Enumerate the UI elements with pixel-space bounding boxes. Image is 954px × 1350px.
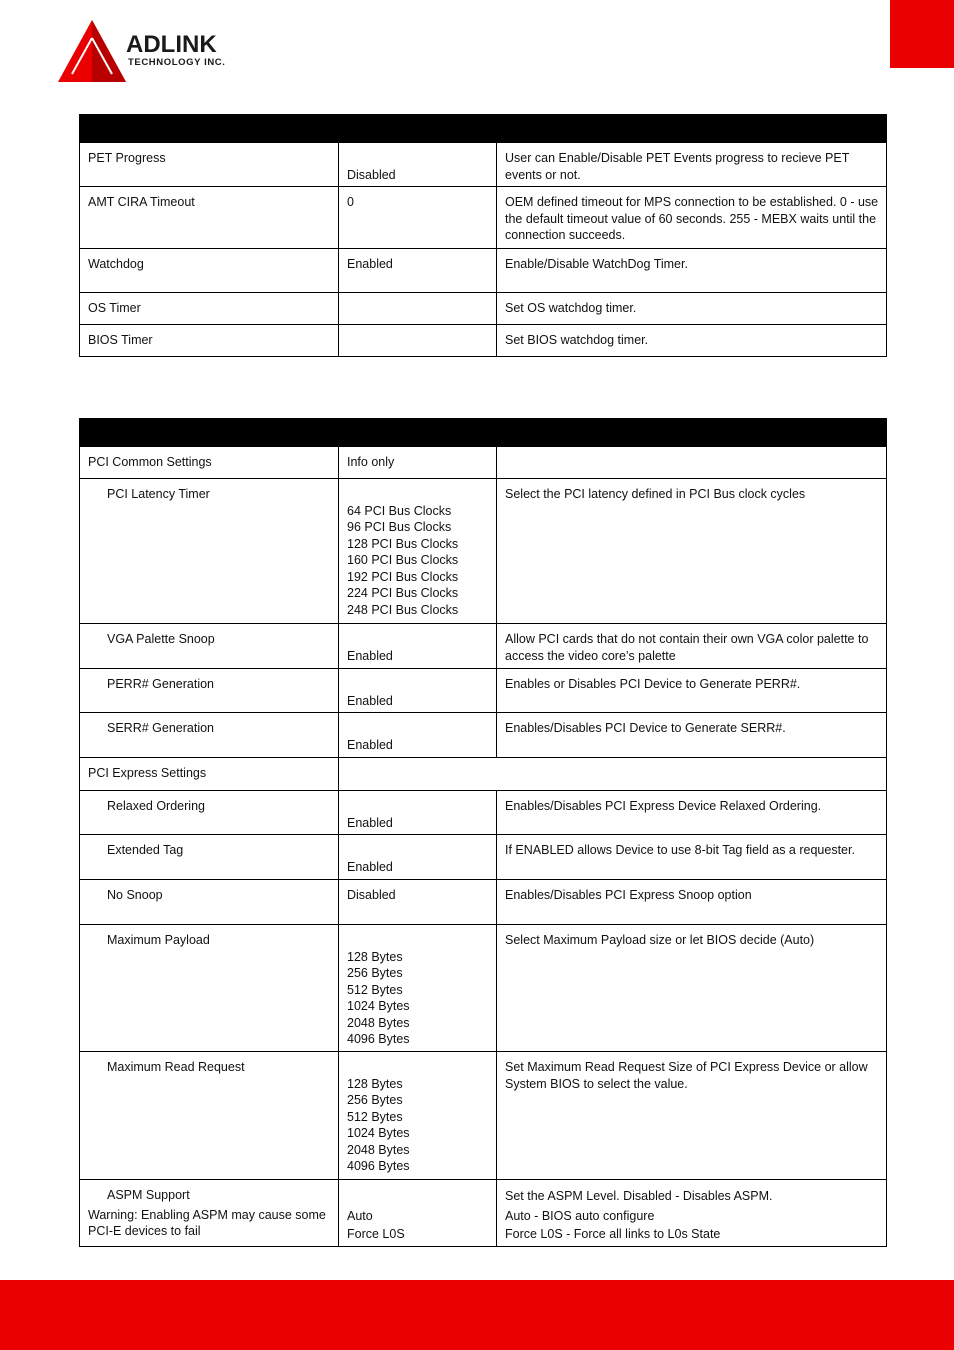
brand-subtitle: TECHNOLOGY INC. [128,57,226,68]
setting-option: Enabled [347,693,393,708]
setting-name: PCI Common Settings [88,455,212,469]
setting-description-line: Auto - BIOS auto configure [505,1209,655,1223]
table-row [80,249,887,293]
setting-name: ASPM Support [107,1188,190,1202]
setting-description: User can Enable/Disable PET Events progress to recieve PET events or not. [505,151,850,182]
setting-option: 248 PCI Bus Clocks [347,602,459,617]
setting-name: Maximum Payload [107,933,210,947]
setting-option: 96 PCI Bus Clocks [347,520,452,534]
setting-description: If ENABLED allows Device to use 8-bit Tag field as a requester. [505,843,855,857]
footer-red-band [0,1280,954,1350]
setting-name: PET Progress [88,151,166,165]
header-red-tab [890,0,954,68]
setting-option: 4096 Bytes [347,1159,410,1173]
table-pci-settings [79,418,887,1247]
setting-option: Enabled [347,859,393,874]
setting-option: 64 PCI Bus Clocks [347,503,452,518]
table-row [80,758,887,791]
setting-name: Maximum Read Request [107,1060,245,1074]
setting-description: Enables or Disables PCI Device to Generate PERR#. [505,677,801,691]
table-row [80,669,887,713]
setting-description-line: Force L0S - Force all links to L0s State [505,1227,721,1241]
setting-description: Select the PCI latency defined in PCI Bus clock cycles [505,487,806,501]
table-row [80,925,887,1052]
table-row [80,1180,887,1247]
setting-name: Relaxed Ordering [107,799,205,813]
table-row [80,713,887,758]
setting-option: 4096 Bytes [347,1032,410,1046]
setting-option: 256 Bytes [347,1093,403,1107]
brand-name: ADLINK [126,31,217,58]
table-row [80,447,887,479]
setting-option: Enabled [347,815,393,830]
setting-option: 160 PCI Bus Clocks [347,553,459,567]
table-watchdog-settings [79,114,887,357]
setting-name: PCI Express Settings [88,766,207,780]
setting-description: Set BIOS watchdog timer. [505,333,649,347]
setting-name: Extended Tag [107,843,184,857]
setting-option: Enabled [347,257,393,271]
setting-option: 192 PCI Bus Clocks [347,569,459,584]
setting-option: Disabled [347,888,396,902]
setting-option: 0 [347,195,354,209]
setting-option: 256 Bytes [347,966,403,980]
setting-description: Enable/Disable WatchDog Timer. [505,257,688,271]
table-row [80,624,887,669]
adlink-logo [56,18,276,88]
setting-name: BIOS Timer [88,333,153,347]
table-row [80,835,887,880]
setting-description: Enables/Disables PCI Express Snoop option [505,888,752,902]
setting-option: 1024 Bytes [347,999,410,1013]
table-header-bar [80,419,887,447]
setting-description: Allow PCI cards that do not contain their own VGA color palette to access the video core’s palette [505,632,869,663]
setting-description: Set the ASPM Level. Disabled - Disables ASPM. [505,1189,773,1203]
table-row [80,880,887,925]
table-row [80,187,887,249]
setting-description: OEM defined timeout for MPS connection to be established. 0 - use the default timeout value of 60 seconds. 255 - MEBX waits until the connection succeeds. [505,195,879,242]
setting-description: Set Maximum Read Request Size of PCI Express Device or allow System BIOS to select the value. [505,1060,868,1091]
table-row [80,293,887,325]
setting-option: 1024 Bytes [347,1126,410,1140]
setting-name: Watchdog [88,257,144,271]
setting-name: PERR# Generation [107,677,215,691]
setting-warning: Warning: Enabling ASPM may cause some PCI-E devices to fail [88,1207,326,1238]
setting-option: Force L0S [347,1227,405,1241]
setting-name: OS Timer [88,301,141,315]
table-row [80,791,887,835]
setting-option: 224 PCI Bus Clocks [347,586,459,600]
setting-option: Enabled [347,648,393,663]
table-row [80,143,887,187]
table-row [80,479,887,624]
setting-description: Enables/Disables PCI Express Device Relaxed Ordering. [505,799,822,813]
setting-option: 128 Bytes [347,1076,403,1091]
setting-description: Select Maximum Payload size or let BIOS decide (Auto) [505,933,815,947]
setting-option: 128 Bytes [347,949,403,964]
table-header-bar [80,115,887,143]
setting-option: Auto [347,1209,373,1223]
setting-name: No Snoop [107,888,163,902]
table-row [80,325,887,357]
setting-description: Set OS watchdog timer. [505,301,637,315]
setting-option: 2048 Bytes [347,1015,410,1030]
table-row [80,1052,887,1180]
setting-option: Disabled [347,167,396,182]
setting-description: Enables/Disables PCI Device to Generate SERR#. [505,721,786,735]
setting-option: Enabled [347,737,393,752]
setting-option: Info only [347,455,395,469]
setting-name: SERR# Generation [107,721,215,735]
setting-name: PCI Latency Timer [107,487,210,501]
setting-option: 128 PCI Bus Clocks [347,536,459,551]
setting-name: VGA Palette Snoop [107,632,215,646]
setting-name: AMT CIRA Timeout [88,195,195,209]
setting-option: 512 Bytes [347,1109,403,1124]
setting-option: 2048 Bytes [347,1142,410,1157]
setting-option: 512 Bytes [347,982,403,997]
